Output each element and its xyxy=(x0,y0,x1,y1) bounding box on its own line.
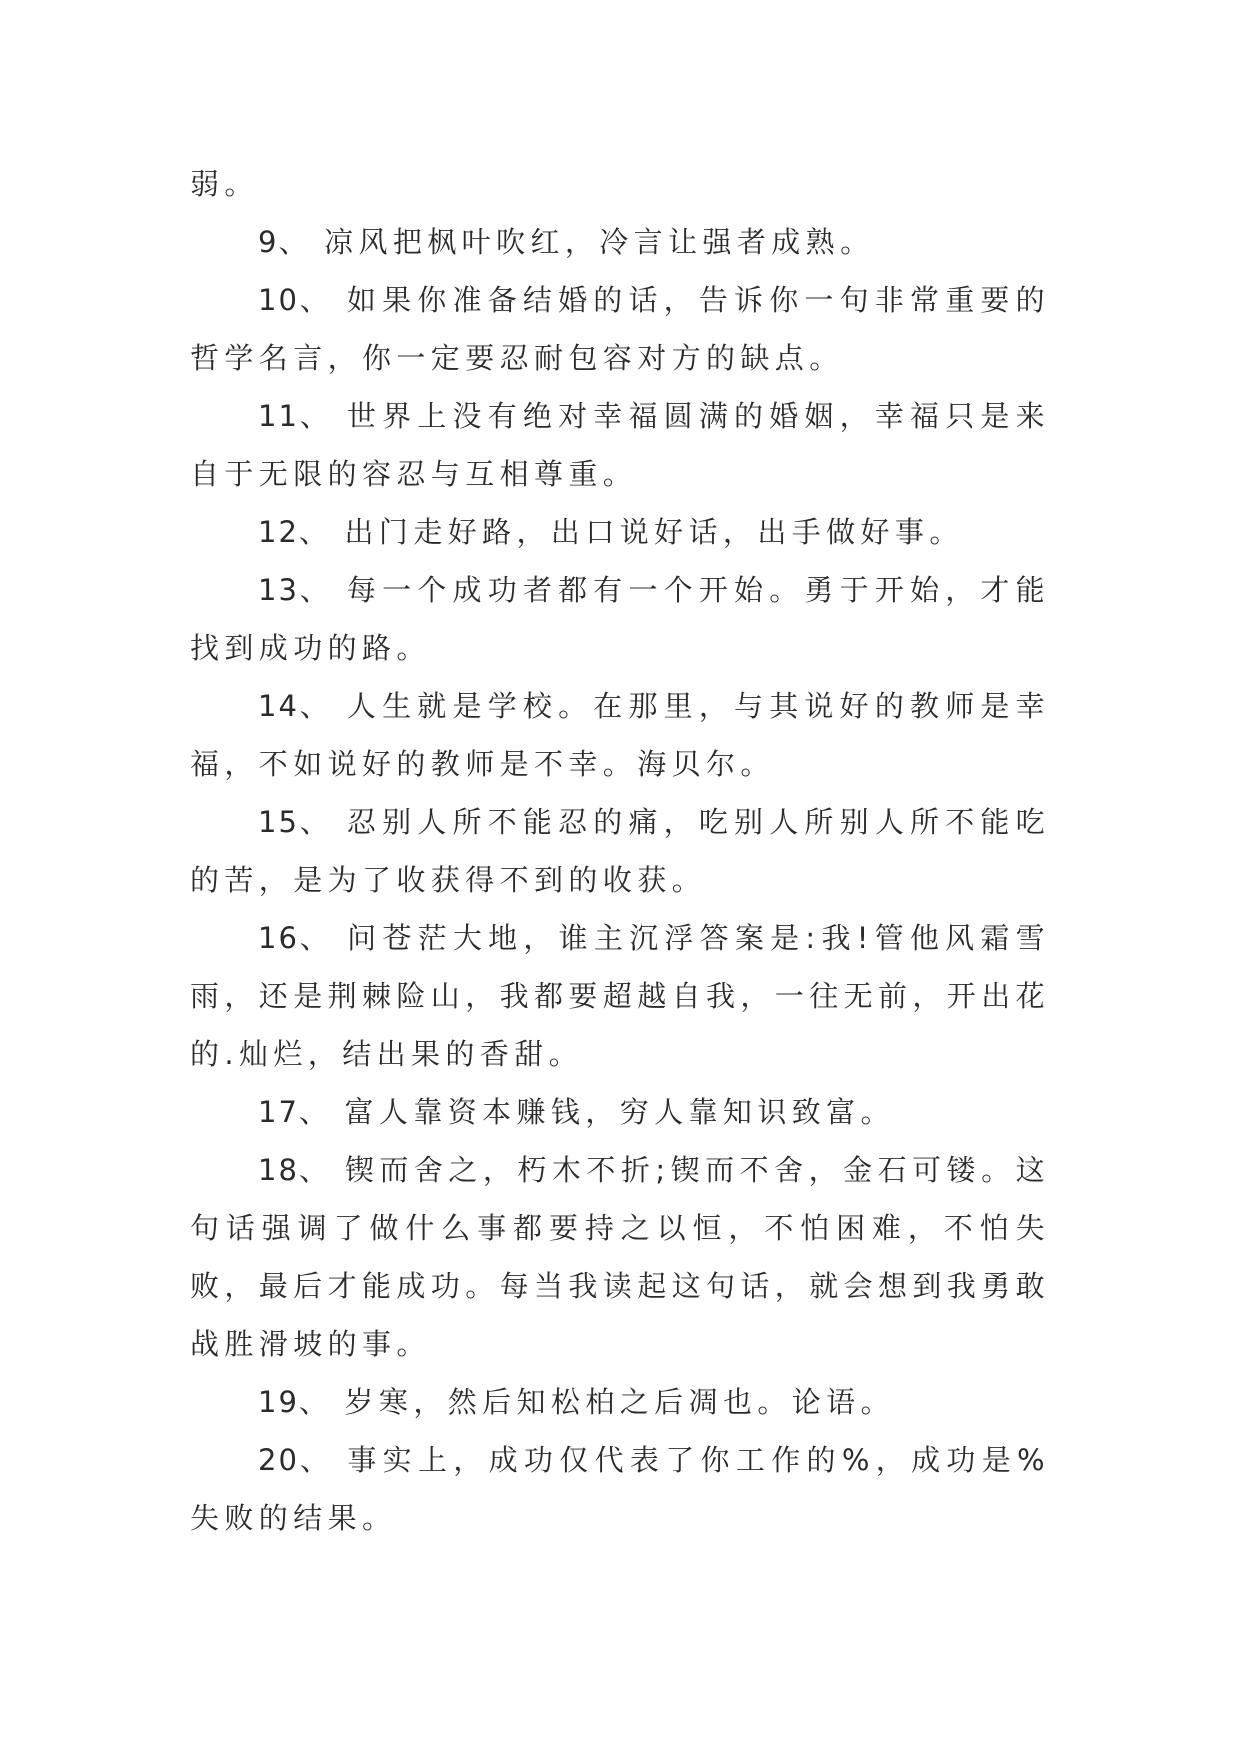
item-text: 问苍茫大地，谁主沉浮答案是:我!管他风霜雪雨，还是荆棘险山，我都要超越自我，一往无前，开出花的.灿烂，结出果的香甜。 xyxy=(190,921,1051,1071)
list-item xyxy=(190,793,1050,909)
list-item xyxy=(190,561,1050,677)
list-item xyxy=(190,1373,1050,1431)
item-number: 10、 xyxy=(258,283,332,317)
list-item xyxy=(190,1141,1050,1373)
list-item xyxy=(190,909,1050,1083)
item-text: 凉风把枫叶吹红，冷言让强者成熟。 xyxy=(324,225,875,259)
list-item xyxy=(190,213,1050,271)
document-page xyxy=(190,155,1050,1547)
item-text: 岁寒，然后知松柏之后凋也。论语。 xyxy=(344,1385,895,1419)
item-text: 富人靠资本赚钱，穷人靠知识致富。 xyxy=(344,1095,895,1129)
item-text: 每一个成功者都有一个开始。勇于开始，才能找到成功的路。 xyxy=(190,573,1050,665)
item-text: 人生就是学校。在那里，与其说好的教师是幸福，不如说好的教师是不幸。海贝尔。 xyxy=(190,689,1050,781)
item-number: 13、 xyxy=(258,573,332,607)
item-text: 事实上，成功仅代表了你工作的%，成功是%失败的结果。 xyxy=(190,1443,1050,1535)
item-text: 出门走好路，出口说好话，出手做好事。 xyxy=(344,515,964,549)
list-item xyxy=(190,503,1050,561)
item-number: 14、 xyxy=(258,689,332,723)
item-number: 16、 xyxy=(258,921,332,955)
item-number: 17、 xyxy=(258,1095,330,1129)
paragraph-fragment: 弱。 xyxy=(190,167,259,201)
item-number: 19、 xyxy=(258,1385,330,1419)
list-item xyxy=(190,271,1050,387)
item-number: 18、 xyxy=(258,1153,331,1187)
item-text: 锲而舍之，朽木不折;锲而不舍，金石可镂。这句话强调了做什么事都要持之以恒，不怕困难，不怕失败，最后才能成功。每当我读起这句话，就会想到我勇敢战胜滑坡的事。 xyxy=(190,1153,1051,1361)
list-item xyxy=(190,387,1050,503)
list-item xyxy=(190,1431,1050,1547)
item-number: 9、 xyxy=(258,225,310,259)
item-number: 12、 xyxy=(258,515,330,549)
list-item xyxy=(190,1083,1050,1141)
item-number: 20、 xyxy=(258,1443,332,1477)
item-text: 忍别人所不能忍的痛，吃别人所别人所不能吃的苦，是为了收获得不到的收获。 xyxy=(190,805,1050,897)
item-text: 如果你准备结婚的话，告诉你一句非常重要的哲学名言，你一定要忍耐包容对方的缺点。 xyxy=(190,283,1050,375)
list-item xyxy=(190,677,1050,793)
item-number: 11、 xyxy=(258,399,332,433)
item-text: 世界上没有绝对幸福圆满的婚姻，幸福只是来自于无限的容忍与互相尊重。 xyxy=(190,399,1050,491)
item-number: 15、 xyxy=(258,805,332,839)
